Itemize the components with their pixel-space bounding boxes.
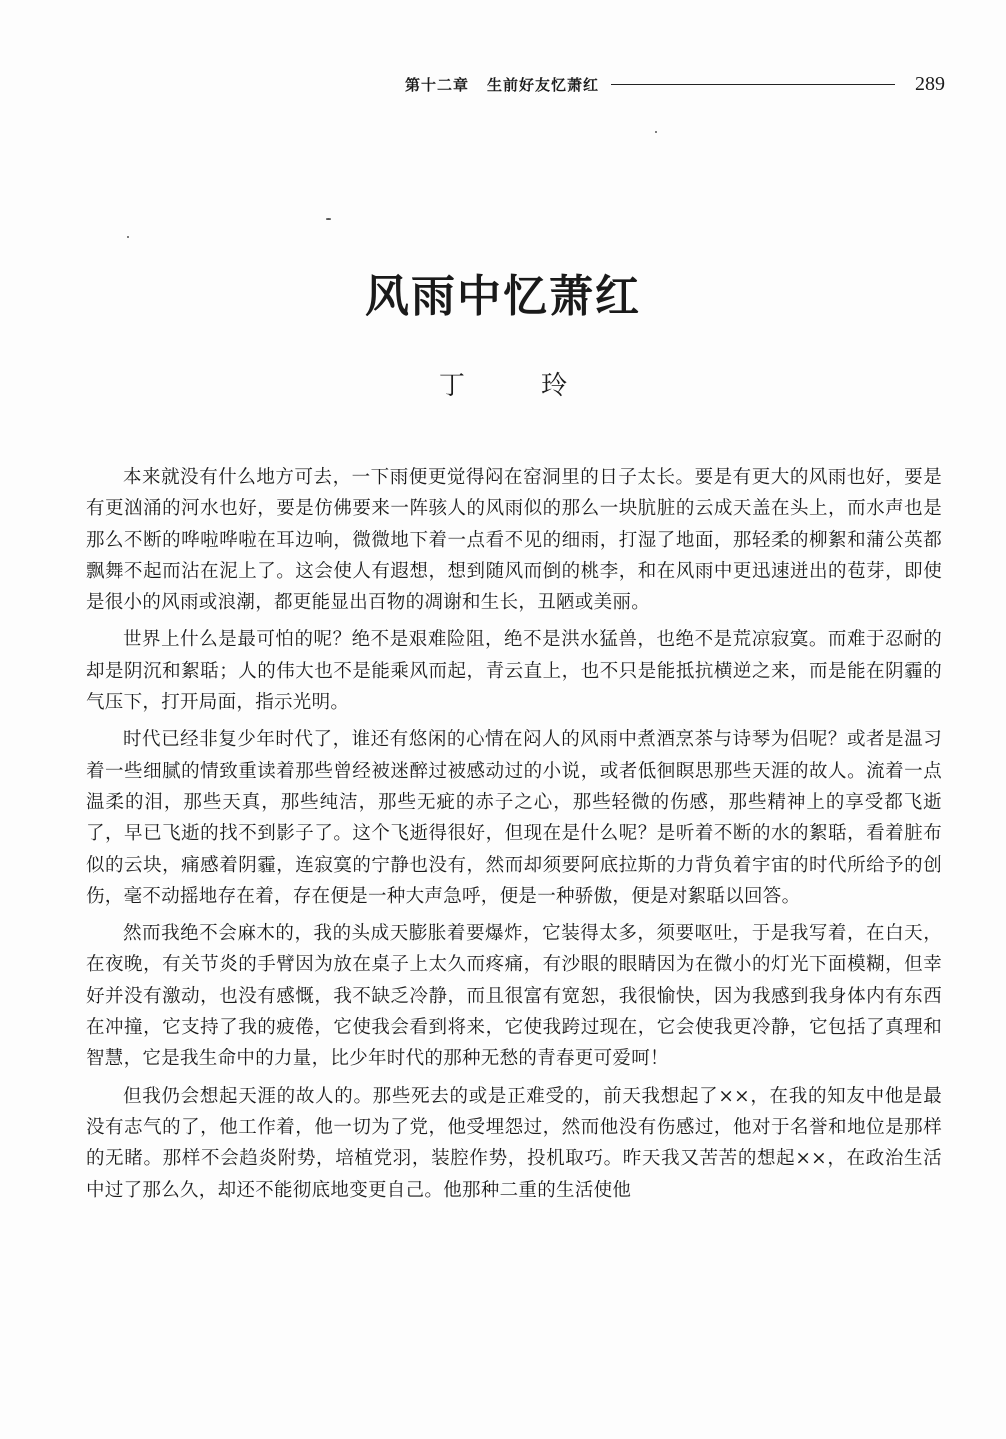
header-rule xyxy=(611,84,895,85)
chapter-number: 第十二章 xyxy=(405,75,470,94)
chapter-title: 生前好友忆萧红 xyxy=(487,75,600,94)
article-body xyxy=(86,462,942,1212)
author-name: 丁 玲 xyxy=(438,371,602,401)
paragraph: 但我仍会想起天涯的故人的。那些死去的或是正难受的，前天我想起了××，在我的知友中他是最没有志气的了，他工作着，他一切为了党，他受埋怨过，然而他没有伤感过，他对于名誉和地位是那样的无睹。那样不会趋炎附势，培植党羽，装腔作势，投机取巧。昨天我又苦苦的想起××，在政治生活中过了那么久，却还不能彻底地变更自己。他那种二重的生活使他 xyxy=(86,1085,942,1201)
scan-speck xyxy=(326,218,331,220)
scan-speck xyxy=(127,236,129,238)
scan-speck xyxy=(655,131,657,133)
paragraph: 本来就没有什么地方可去，一下雨便更觉得闷在窑洞里的日子太长。要是有更大的风雨也好，要是有更汹涌的河水也好，要是仿佛要来一阵骇人的风雨似的那么一块肮脏的云成天盖在头上，而水声也是那么不断的哗啦哗啦在耳边响，微微地下着一点看不见的细雨，打湿了地面，那轻柔的柳絮和蒲公英都飘舞不起而沾在泥上了。这会使人有遐想，想到随风而倒的桃李，和在风雨中更迅速迸出的苞芽，即使是很小的风雨或浪潮，都更能显出百物的凋谢和生长，丑陋或美丽。 xyxy=(86,467,942,614)
article-title: 风雨中忆萧红 xyxy=(365,271,641,322)
paragraph: 世界上什么是最可怕的呢？绝不是艰难险阻，绝不是洪水猛兽，也绝不是荒凉寂寞。而难于忍耐的却是阴沉和絮聒；人的伟大也不是能乘风而起，青云直上，也不只是能抵抗横逆之来，而是能在阴霾的气压下，打开局面，指示光明。 xyxy=(86,629,942,714)
running-header xyxy=(405,70,945,98)
paragraph: 时代已经非复少年时代了，谁还有悠闲的心情在闷人的风雨中煮酒烹茶与诗琴为侣呢？或者是温习着一些细腻的情致重读着那些曾经被迷醉过被感动过的小说，或者低徊瞑思那些天涯的故人。流着一点温柔的泪，那些天真，那些纯洁，那些无疵的赤子之心，那些轻微的伤感，那些精神上的享受都飞逝了，早已飞逝的找不到影子了。这个飞逝得很好，但现在是什么呢？是听着不断的水的絮聒，看着脏布似的云块，痛感着阴霾，连寂寞的宁静也没有，然而却须要阿底拉斯的力背负着宇宙的时代所给予的创伤，毫不动摇地存在着，存在便是一种大声急呼，便是一种骄傲，便是对絮聒以回答。 xyxy=(86,729,942,907)
paragraph: 然而我绝不会麻木的，我的头成天膨胀着要爆炸，它装得太多，须要呕吐，于是我写着，在白天，在夜晚，有关节炎的手臂因为放在桌子上太久而疼痛，有沙眼的眼睛因为在微小的灯光下面模糊，但幸好并没有激动，也没有感慨，我不缺乏冷静，而且很富有宽恕，我很愉快，因为我感到我身体内有东西在冲撞，它支持了我的疲倦，它使我会看到将来，它使我跨过现在，它会使我更冷静，它包括了真理和智慧，它是我生命中的力量，比少年时代的那种无愁的青春更可爱呵！ xyxy=(86,923,942,1070)
page-number: 289 xyxy=(915,72,945,95)
